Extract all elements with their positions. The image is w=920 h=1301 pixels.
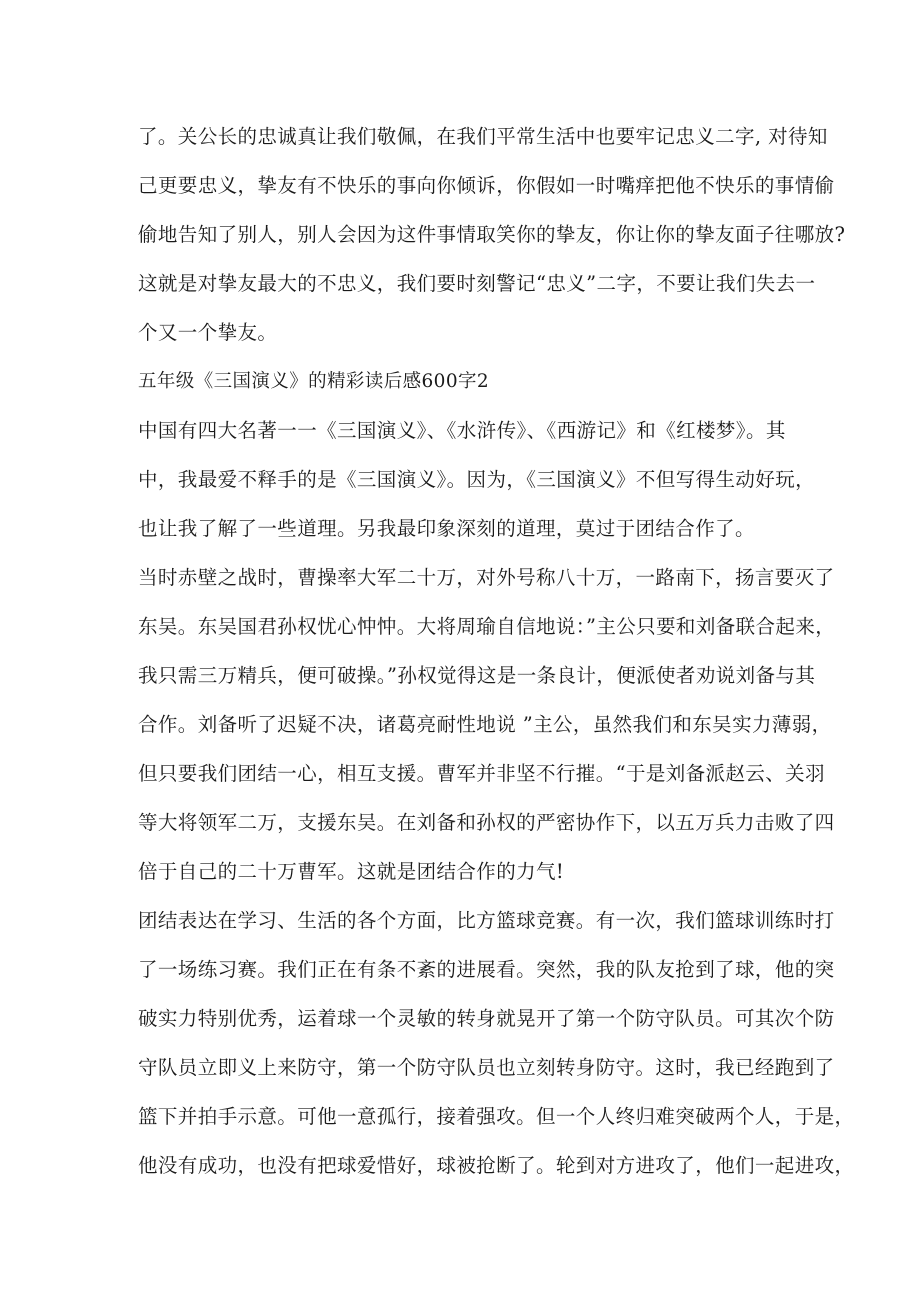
text-line: 了。关公长的忠诚真让我们敬佩，在我们平常生活中也要牢记忠义二字, 对待知 bbox=[138, 125, 828, 148]
text-line: 当时赤壁之战时，曹操率大军二十万，对外号称八十万，一路南下，扬言要灭了 bbox=[138, 566, 835, 589]
text-line: 篮下并拍手示意。可他一意孤行，接着强攻。但一个人终归难突破两个人，于是， bbox=[138, 1105, 855, 1128]
text-line: 己更要忠义，挚友有不快乐的事向你倾诉，你假如一时嘴痒把他不快乐的事情偷 bbox=[138, 174, 835, 197]
text-line: 团结表达在学习、生活的各个方面，比方篮球竞赛。有一次，我们篮球训练时打 bbox=[138, 909, 835, 932]
text-line: 个又一个挚友。 bbox=[138, 321, 278, 344]
text-line: 了一场练习赛。我们正在有条不紊的进展看。突然，我的队友抢到了球，他的突 bbox=[138, 958, 835, 981]
document-body bbox=[138, 112, 855, 1190]
text-line: 但只要我们团结一心，相互支援。曹军并非坚不行摧。“于是刘备派赵云、关羽 bbox=[138, 762, 825, 785]
text-line: 守队员立即义上来防守，第一个防守队员也立刻转身防守。这时，我已经跑到了 bbox=[138, 1056, 835, 1079]
text-line: 中国有四大名著一一《三国演义》、《水浒传》、《西游记》和《红楼梦》。其 bbox=[138, 419, 786, 442]
text-line: 中，我最爱不释手的是《三国演义》。因为，《三国演义》不但写得生动好玩， bbox=[138, 468, 816, 491]
text-line: 偷地告知了别人，别人会因为这件事情取笑你的挚友，你让你的挚友面子往哪放? bbox=[138, 223, 846, 246]
section-heading: 五年级《三国演义》的精彩读后感600字2 bbox=[138, 371, 490, 392]
text-line: 也让我了解了一些道理。另我最印象深刻的道理，莫过于团结合作了。 bbox=[138, 517, 755, 540]
text-line: 等大将领军二万，支援东吴。在刘备和孙权的严密协作下，以五万兵力击败了四 bbox=[138, 811, 835, 834]
text-line: 他没有成功，也没有把球爱惜好，球被抢断了。轮到对方进攻了，他们一起进攻， bbox=[138, 1154, 855, 1177]
text-line: 我只需三万精兵，便可破操。”孙权觉得这是一条良计，便派使者劝说刘备与其 bbox=[138, 664, 816, 687]
text-line: 破实力特别优秀，运着球一个灵敏的转身就晃开了第一个防守队员。可其次个防 bbox=[138, 1007, 835, 1030]
text-line: 倍于自己的二十万曹军。这就是团结合作的力气! bbox=[138, 860, 565, 883]
text-line: 合作。刘备听了迟疑不决，诸葛亮耐性地说 ”主公，虽然我们和东吴实力薄弱， bbox=[138, 713, 832, 736]
text-line: 东吴。东吴国君孙权忧心忡忡。大将周瑜自信地说：”主公只要和刘备联合起来， bbox=[138, 615, 836, 638]
text-line: 这就是对挚友最大的不忠义，我们要时刻警记“忠义”二字，不要让我们失去一 bbox=[138, 272, 816, 295]
